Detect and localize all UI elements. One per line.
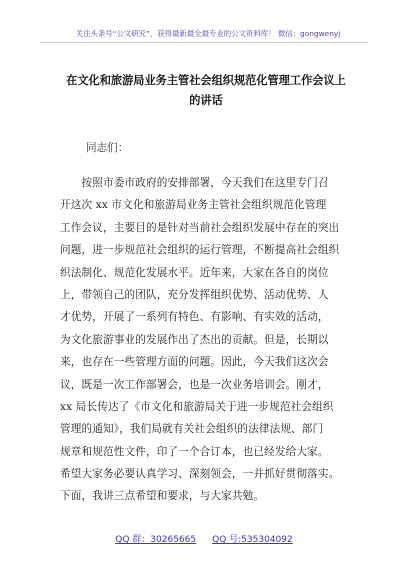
- body-line: 议，既是一次工作部署会，也是一次业务培训会。刚才，: [60, 378, 329, 391]
- body-line: 规章和规范性文件，印了一个合订本，也已经发给大家。: [60, 445, 329, 458]
- body-paragraph: [60, 172, 350, 508]
- body-line: 希望大家务必要认真学习、深刻领会，一并抓好贯彻落实。: [60, 468, 340, 481]
- footer-contact: [0, 532, 408, 545]
- body-line: 问题，进一步规范社会组织的运行管理，不断提高社会组织: [60, 244, 340, 257]
- qq-number-link[interactable]: QQ 号:535304092: [212, 535, 293, 545]
- body-line: 下面，我讲三点希望和要求，与大家共勉。: [60, 490, 265, 503]
- body-line: 工作会议，主要目的是针对当前社会组织发展中存在的突出: [60, 221, 340, 234]
- body-line: 开这次 xx 市文化和旅游局业务主管社会组织规范化管理: [60, 199, 327, 212]
- document-title-line-1: 在文化和旅游局业务主管社会组织规范化管理工作会议上: [66, 74, 346, 87]
- body-line: 按照市委市政府的安排部署，今天我们在这里专门召: [60, 177, 329, 189]
- qq-group-link[interactable]: QQ 群：30265665: [115, 535, 197, 545]
- document-title-line-2: 的讲话: [189, 94, 223, 107]
- body-line: 才优势，开展了一系列有特色、有影响、有实效的活动，: [60, 311, 329, 324]
- salutation: 同志们：: [86, 142, 129, 154]
- body-line: 管理的通知》，我们局就有关社会组织的法律法规、部门: [60, 423, 324, 436]
- body-line: 来，也存在一些管理方面的问题。因此，今天我们这次会: [60, 356, 329, 369]
- body-line: 上，带领自己的团队，充分发挥组织优势、活动优势、人: [60, 288, 329, 301]
- header-divider: [40, 42, 368, 43]
- body-line: xx 局长传达了《市文化和旅游局关于进一步规范社会组织: [60, 400, 334, 413]
- body-line: 为文化旅游事业的发展作出了杰出的贡献。但是，长期以: [60, 333, 329, 346]
- header-banner: 关注头条号“公文研究”，获得最新最全最专业的公文资料库！ 微信：gongwenyj: [75, 29, 341, 38]
- body-line: 织法制化、规范化发展水平。近年来，大家在各自的岗位: [60, 266, 329, 279]
